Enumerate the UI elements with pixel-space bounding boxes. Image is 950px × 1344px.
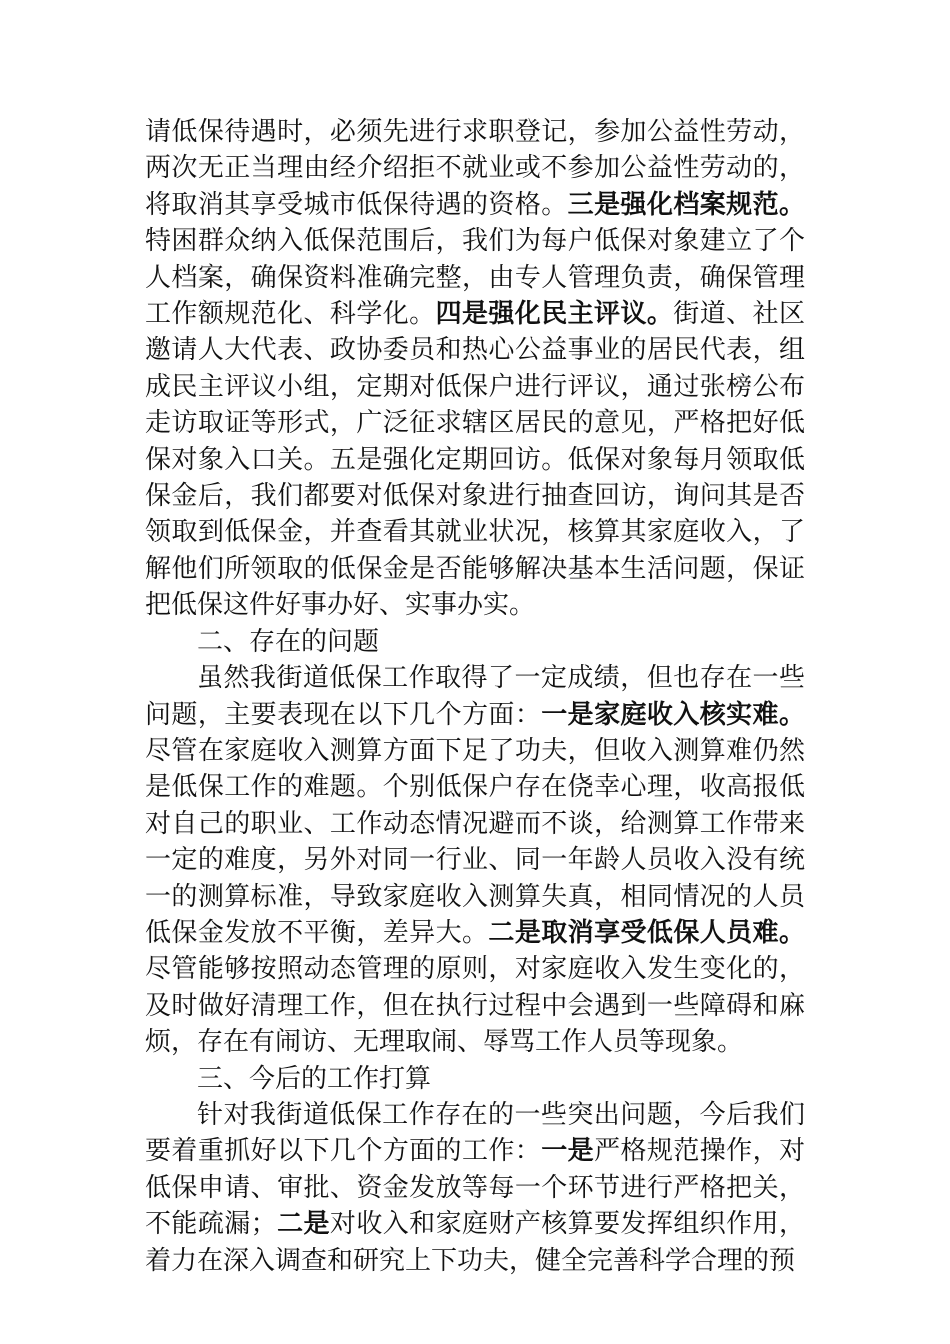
bold-point-democratic-review: 四是强化民主评议。 (435, 299, 674, 330)
paragraph-text: 虽然我街道低保工作取得了一定成绩，但也存在一些问题，主要表现在以下几个方面： (145, 663, 805, 730)
bold-point-archives: 三是强化档案规范。 (567, 189, 805, 220)
section-heading-problems: 二、存在的问题 (197, 626, 380, 657)
paragraph-text: 对收入和家庭财产核算要发挥组织作用，着力在深入调查和研究上下功夫，健全完善科学合理的预 (145, 1209, 805, 1276)
paragraph-future-plans (145, 1097, 805, 1279)
paragraph-text: 严格规范操作，对低保申请、审批、资金发放等每一个环节进行严格把关，不能疏漏； (145, 1136, 805, 1240)
paragraph-text: 街道、社区邀请人大代表、政协委员和热心公益事业的居民代表，组成民主评议小组，定期对低保户进行评议，通过张榜公布走访取证等形式，广泛征求辖区居民的意见，严格把好低保对象入口关。五是强化定期回访。低保对象每月领取低保金后，我们都要对低保对象进行抽查回访，询问其是否领取到低保金，并查看其就业状况，核算其家庭收入，了解他们所领取的低保金是否能够解决基本生活问题，保证把低保这件好事办好、实事办实。 (145, 299, 805, 621)
bold-point-income-verification: 一是家庭收入核实难。 (541, 699, 805, 730)
bold-point-first: 一是 (541, 1136, 595, 1167)
paragraph-problems (145, 660, 805, 1060)
paragraph-low-income-measures (145, 114, 805, 624)
document-page (145, 114, 805, 1279)
paragraph-text: 针对我街道低保工作存在的一些突出问题，今后我们要着重抓好以下几个方面的工作： (145, 1099, 805, 1167)
section-heading-future-plans: 三、今后的工作打算 (197, 1063, 432, 1094)
paragraph-text: 特困群众纳入低保范围后，我们为每户低保对象建立了个人档案，确保资料准确完整，由专人管理负责，确保管理工作额规范化、科学化。 (145, 226, 805, 330)
bold-point-cancel-benefits: 二是取消享受低保人员难。 (488, 917, 805, 948)
paragraph-text: 尽管能够按照动态管理的原则，对家庭收入发生变化的，及时做好清理工作，但在执行过程中会遇到一些障碍和麻烦，存在有闹访、无理取闹、辱骂工作人员等现象。 (145, 954, 805, 1058)
paragraph-text: 尽管在家庭收入测算方面下足了功夫，但收入测算难仍然是低保工作的难题。个别低保户存在侥幸心理，收高报低对自己的职业、工作动态情况避而不谈，给测算工作带来一定的难度，另外对同一行业、同一年龄人员收入没有统一的测算标准，导致家庭收入测算失真，相同情况的人员低保金发放不平衡，差异大。 (145, 735, 805, 948)
paragraph-text: 请低保待遇时，必须先进行求职登记，参加公益性劳动，两次无正当理由经介绍拒不就业或不参加公益性劳动的，将取消其享受城市低保待遇的资格。 (145, 117, 805, 220)
bold-point-second: 二是 (276, 1209, 330, 1240)
